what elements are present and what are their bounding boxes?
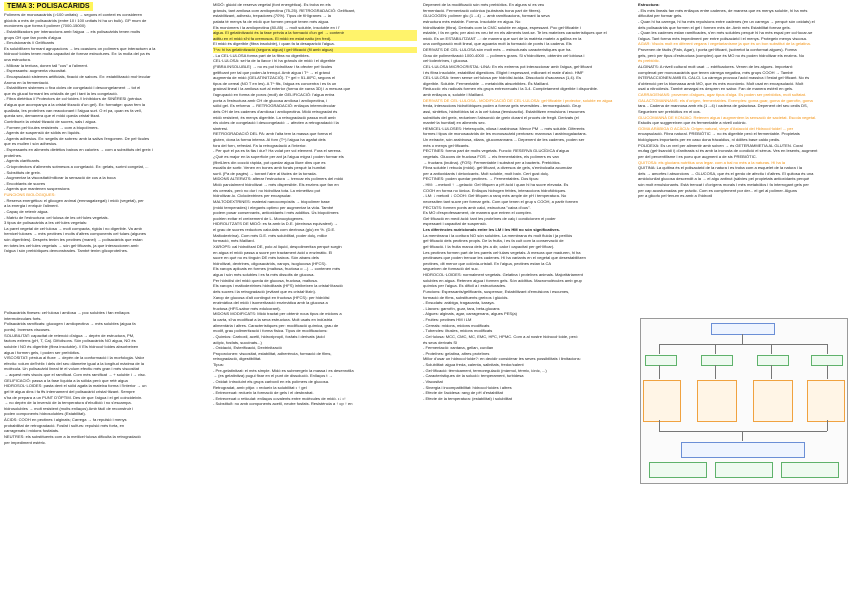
text-line: tara. - Cadena de mannosa amb els (1→4) i cadena de galactosa. Depenent del seu cedis DS, (638, 103, 808, 109)
diagram-connector (659, 344, 827, 345)
text-line: RETROGRADACIÓ DEL PA: amb l'alta tem la massa que forma el (213, 131, 333, 137)
text-line: formes i tipus de monosacàrids de les monosacàrid pentoses: mannosa i arabinogalactans. (423, 131, 587, 137)
text-line: MALTODEXTRINES: material nanocompòsits → biopolímer base (213, 198, 330, 204)
text-line: i és fibra insoluble, estabilitat digestions. Eligint i espessant, millorant el mate d'aixó. HMF (423, 69, 584, 75)
text-line: la carta, s'ha modificat a la seva estructura. Molt usats en indústria (213, 317, 333, 322)
text-line: - Capaç de retenir aigua. (4, 209, 206, 215)
text-line: gluten, dona la forma interna. Al forn (T^) l'aigua ha agafat dels (213, 137, 326, 142)
text-line: formació, més Maillard. (213, 238, 255, 244)
text-line: retrogradació, digestibilitat. (213, 356, 262, 362)
text-line: GLUCOMANNÀ DE KONJAC: Retenen aigua i augmentem la sensació de sacietat. Escola vegetal. (638, 114, 817, 120)
text-line: una estructura. (4, 57, 31, 62)
text-line: Els xarops i maltodextrines hidrolitzats (HFS) inhibeixen la cristal·lització (213, 283, 343, 289)
text-line: - HM: →metoxil ↑ →gelació: Gel·lifiquen a pH àcid i quan hi ha sucre elevada. Es (423, 182, 633, 188)
text-line: MIDONS MODIFICATS: Midó tractat per obtenir nous tipus de midons a (213, 311, 342, 317)
text-line: freda, interaccions hidrofòbiques poden a formar gels reversibles - termoregulació. Grup (423, 103, 581, 109)
text-line: Grau de polimerització 1000-4000 → polímers grans. Si s'hidrolitzen, obtenim cel·lobiosa i (423, 52, 585, 58)
text-line: GELIFICACIÓ: passa a la fase líquida a la sòlida però que retè aigua (4, 377, 128, 383)
text-line: - Algues: alginats, agar, carragenans, algues PES(a) (423, 311, 633, 317)
text-line: modif, grau polimerització i forma física. Tipus de modificacions: (213, 328, 328, 334)
text-line: Els monòmers i la amilopectina (80-85) → molt soluble, insoluble en i l' (213, 24, 340, 30)
text-line: - Químics: Carboxil, acetil, hidroxipropil, fosfats i derivats (àcid (213, 334, 417, 340)
text-line: Estudis que suggereixen que és fermentable a nivell colònic. (638, 120, 747, 126)
text-line: INTERACCIONEN AMB EL CALCI. La càrrega provoca l'acid massiva i l'estat gel·lificant. No és (638, 75, 810, 81)
column-4-lower (638, 487, 845, 597)
text-line: per cap acostumadas per pràctic. Com es complement por der... el gel al polímer. Alguns (638, 187, 798, 193)
text-line: → fructans (inulina). (FOS): Fermentable i substrat per a bacteris. Prebiòtics. (423, 159, 561, 165)
diagram-connector (659, 344, 660, 354)
text-line: d'obtenció per la biomassa amb MO, que és més econòmic. Molt usat en encapsulació. Molt (638, 80, 804, 86)
text-line: fora del forn, refredat. Fa la retrogradació a l'interior. (213, 142, 307, 148)
text-line: - Matriu de l'estructura: cel·lulosa de les cèl·lules vegetals. (4, 215, 206, 221)
text-line: PECTINES: forma part de molts vegetals. Funció: RESERVA GLUCÍDICA d'aigua (423, 148, 569, 154)
text-line: Proporcionen: viscositat, estabilitat, adherència, formació de films, (213, 350, 332, 356)
text-line: Fibra soluble i rebuda (midó). gel·lificant, a diversos de gels, s'embolcalla acumular (423, 165, 573, 171)
text-line: DERIVATS DE CEL·LULOSA són molt més ... estructurals característiques que ha. (423, 47, 572, 52)
text-line: químics per l'aigua. Es difícil a i estructurades. (423, 283, 507, 289)
text-line: assi, sintètics, hidrofòbics tal a la cel·lulosa (tensioactiu). Estabilitzen emulsions i escumes (423, 108, 585, 114)
polysaccharide-diagram (640, 318, 848, 484)
text-line: estructura més estable. Forma. Insoluble en aigua. No (423, 18, 521, 24)
text-line: PECTINES: poden quedar pectines. → Fermentables. Dos tipus: (423, 176, 540, 182)
text-line: CARRAGENANS: provenen d'algues, agar tipus d'alga. Es poden ser prebiòtics, molt sulfatat. (638, 92, 807, 97)
column-2 (213, 2, 417, 597)
text-line: l'aigua i són prebiòtiques demonstrades. També tenim glicoproteïnes. (4, 248, 128, 254)
text-line: ALGINATS: A nivell cultural molt usat → edrificadores. Venen de les algues. Important: (638, 63, 793, 69)
column-4-lines (638, 2, 845, 340)
diagram-connector (715, 344, 716, 354)
text-line: 3 tipus de polisacàrids a les cèl·lules vegetals: (4, 220, 88, 226)
text-line: en aigua el midó passa a sucre per tractament àcid o enzimàtic. El (213, 249, 333, 255)
text-line: - Els més lineals fan més enllaços entre cadenes, de manera que es menys soluble, hi ha més (638, 7, 808, 13)
text-line: alimentària i altres. Característiques per: modificació química, grau de (213, 322, 339, 328)
text-line: - Espessants en aliments dietètics baixos en calories → com a substituts del greix i (4, 147, 206, 153)
text-line: La membrana i la coritura NO són solubles. La membrana és molt fluida i ja perillós (423, 232, 573, 238)
text-line: - Oxidat: introduint els grups carboxil en els polímers de glucosa. (213, 379, 417, 385)
text-line: Un extracte, són arabinosa, xilans, glucomannans ... Depenent de les cadenes, poden ser (423, 137, 585, 142)
text-line: amido/unilat glucosa descendit a la → el algu antinut (sàlvies pel propietats antioxidants perquè (638, 176, 810, 182)
text-line: complexat per monosacàrids que tenen càrrega negativa, més grups COOH → També (638, 69, 793, 75)
text-line: - Llavors: garrofín, guar, tara, beta-glucans (423, 306, 633, 312)
text-line: fructosa (HFS-sabor més edulcorant). (213, 305, 281, 311)
text-line: vegetals. Glucons de fructosa FOS → els fermentables, els polímers es van (423, 153, 559, 159)
text-line: per a antioxidants i detoxicants. Molt soluble, molt baix. Cert gust dolç. (423, 170, 550, 176)
text-line: el grau de sucres reductors calculats com dextrosa (glu) en %. (D.E. (213, 227, 336, 232)
text-line: - Agents clarificants. (4, 158, 206, 164)
text-line: GOMA ARÀBIGA O ACÀCIA: Origen natural, vinye d'Astaccid del Hidrocol·loide! ... per (638, 125, 794, 131)
text-line: FUNCIONS BIOLÒGIQUES: (4, 192, 56, 197)
text-line: aigua. El gelatinització és la fase prèvia a la formació d'un gel → contenir (213, 30, 417, 36)
diagram-node (643, 380, 681, 422)
text-line: (FIBRA INSOLUBLE) → no es pot hidrolitzar i fa ofecter pel·lícules (213, 63, 333, 69)
text-line: formació de films, substituents greixos i glúcids. (423, 294, 509, 300)
text-line: - Encoblants de sucres (4, 181, 206, 187)
text-line: intermoleculars forts. (4, 315, 42, 321)
text-line: glúcids a més de polisacàrids (entre 10 i 100 unitats hi ha un bulk). GP mum de (4, 17, 147, 23)
text-line: Aroma en la fermentació. (4, 79, 50, 85)
column-3 (423, 2, 633, 597)
text-line: biològiques importants per en caso dona fràcaldius, ni dòlites base caldo pedis. (638, 137, 781, 142)
text-line: - Gel·lificació: tèrmicament, termoregulació (màrmol, tèrmic, iònic, ...) (423, 368, 633, 374)
text-line: sòlid gel. Es reforma → RETROGRADACIÓ: enllaços intermolecular (213, 103, 336, 109)
text-line: - Fruites: pectines HM i LM (423, 317, 633, 323)
text-line: SOLUBILITAT: capacitat de retenció d'aigua → depèn de estructura, PM, (4, 332, 135, 338)
text-line: hemicel·luloses → més pectines i molts d'altres components cel·lulars (algunes (4, 231, 147, 237)
text-line: XAROPS: cal hidrolitzat DE, polo al líquid, despolimeritza perquè surgin (213, 243, 342, 249)
text-line: a la energia i enriquir l'aliment. (4, 203, 59, 209)
text-line: ÀCIDS: COOH en pectines i alginats; Carrega → fa repulsió i menys (4, 417, 127, 422)
diagram-connector (771, 365, 772, 379)
diagram-node (711, 323, 775, 335)
diagram-node (697, 380, 737, 422)
text-line: Depenent de la modificació són més prebiòtics. En alguns sí es veu (423, 2, 545, 7)
text-line: MIDÓ: glúcid de reserva vegetal (font energètica). Es troba en els (213, 2, 331, 7)
text-line: - Agents adhesius. Ex: segells de sobres: amb la saliva l'engomen. De pel·lícules (4, 136, 206, 142)
text-line: Es MO d'esprofessament, de manera que entren el complex. (423, 210, 532, 216)
text-line: Les pectines formen part de les parets cel·lulars vegetals. A mesura que maduren, hi ha (423, 249, 581, 255)
text-line: - Estabilitzen sistemes o fixa cicles de congelació i descongelament → tot el (4, 85, 206, 91)
text-line: grànuls, tant amilosa com amilopectina (75-25). RETROGRADACIÓ: Gelificant, (213, 7, 356, 13)
text-line: augmenta de midó (GELATINITZACIÓ). T^ gel ≈ 51-80ºC, segons el (213, 75, 336, 81)
text-line: encapsulació. Fibra natural. PREBIÒTIC → no és digerible però el fermentable. Propietats (638, 131, 800, 137)
text-line: - Reserva energètica: el glicogen animal (emmagatzegat) i midó (vegetal), per (4, 198, 206, 204)
text-line: més o menys gel·lificants. (423, 142, 470, 148)
text-line: una configuració molt lineal, que aguanta molt la formació de ponts i la cadena. Els (423, 41, 572, 47)
text-line: DERIVATS DE CEL·LULOSA - MODIFICACIÓ DE CEL·LULOSA: gel·lificable i protector, soluble en aigua (423, 97, 613, 103)
text-line: Els xarops aplicats en formes (maltosa, fructosa o ...) → contenen més (213, 266, 341, 272)
text-line: El midó és digerible (fibra insoluble), i quan fa la desaparició l'aigua. (213, 41, 335, 47)
text-line: Polímers de monosacàrids (>100 unitats) → segons el context es consideren (4, 12, 143, 17)
text-line: CEL·LULOSA MICROCRISTAL·LINA: En els extrems pot interaccionar amb l'aigua, gel·lificant (423, 63, 592, 69)
text-line: - Agents que mantenen suspensions (4, 186, 206, 192)
text-line: - LM: ↓ metoxil ↓ COOH: Gel·lifiquen a ranq més ample de pH i temperatura. No (423, 193, 633, 199)
text-line: CEL·LULOSA: sel·la de la llavor i hi ha grànuls de midó i el digerible (213, 58, 336, 64)
text-line: Gel·lificació en medi àcid: tant les proteïnes de calç i condicionen el poder (423, 215, 556, 221)
text-line: MIDONS ALTERATS: alterar l'estructura → trencar els polímers del midó (213, 176, 344, 182)
diagram-connector (659, 420, 660, 431)
text-line: sinèresi. (213, 125, 229, 131)
text-line: dels OH de les cadenes d'amilosa i amilopectina. Midó retrogradat és (213, 108, 338, 114)
text-line: probabilitat de retrogradació. Fosfat i sulfurs: repulsió més forta, en (4, 422, 125, 428)
diagram-connector (827, 420, 828, 431)
diagram-connector (659, 365, 660, 379)
text-line: gels, peró per tipus d'estructura (complex) que és MO no és poden hidrolitzar els enzims. No (638, 52, 805, 58)
text-line: CEL·LULOSA: tenen sense cel·lulosa per hidròlisi àcida. Dissolució d'sacarosa (1,4). Es (423, 75, 582, 81)
text-line: podrien evitar el creixement de L. Monocytogenes. (213, 215, 304, 221)
text-line: Contribueix la cristal·lització de sucres, sals i aigua. (4, 118, 97, 124)
text-line: - Quan les cadenes estan ramificades, s'en més solubles perquè hi ha més espai per col·locar-se (638, 30, 813, 36)
text-line: mantel·la humitat) en aliments sec. (423, 120, 486, 126)
text-line: grups OH que fan ponts d'aigua (4, 34, 62, 40)
text-line: GALACTOMANNANS: els d'origen, fermentables. Exemples: goma guar, goma de garrofín, goma (638, 97, 813, 103)
text-line: - Fibra dietètica // Protectors de col·loides // Inhibidors de SINÈRESI (pèrdua (4, 96, 206, 102)
text-line: - Exsudats: aràbiga, tragacanta, karaya. (423, 300, 633, 306)
text-line: - Solubilitat: aigua freda, calenta, salinitats, fredor/calent (423, 362, 633, 368)
text-line: s'ha de prepara a un PUNT D'ÒPTIM. Des de que l'aigua i el gel coincideixin. (4, 394, 143, 400)
text-line: midó. Es un ESTABILITZANT ...: de manera que surt de la matèria mateix a gallina en la (423, 35, 582, 41)
text-line: dels → amorfes i absorcions → GLUCOSA, que és el gerdo de afectiu i d'altres. El quitosa és una (638, 170, 814, 176)
diagram-node (645, 355, 677, 366)
text-line: d'aigua que acompanya a la cristal·lització d'un gel). Ex: formatge: quan fem la (4, 102, 146, 107)
text-line: per impediment estèric. (4, 439, 47, 445)
text-line: gel té aigua dins i fa ffs internament del polisacàrid cristal·litzant. Sempre (4, 388, 135, 394)
text-line: monòmers que forma il polímer (7000-15000) (4, 23, 86, 29)
text-line: substituts del greix, redueixen l'absorció de greix durant el procés de fregit. Derivats (el (423, 114, 579, 120)
text-line: - Fermentació: xantana, gellan, curdlan (423, 345, 633, 351)
text-line: Es solubilitzen formant agrupacions → les ocasions on polímers que interactuen a la (4, 45, 156, 51)
text-line: POLIDEXA: Es un vrel per alimentir amb solven → és GETERAMMETIA AL GLUTEN. Coral (638, 142, 803, 148)
text-line: VISCOSITAT: pèrdua al fluxe → depèn de la conformació i la morfologia. Valor (4, 355, 145, 361)
text-line: COOH en forma no iònica. Enllaços hidrogen febles, interaccions hidrofòbiques. (423, 187, 567, 193)
text-line: Retrogradat, amb pitjor. • redueix la solubilitat • ↑ gel (213, 384, 307, 390)
text-line: QUITINA: La quitina és el polisacàrid de la natura i es troba com a esquelet de la natura i la (638, 165, 802, 171)
text-line: - Augmentar la viscositat//millorar la sensació de cos a la boca (4, 175, 206, 181)
text-line: NEUTRES: els substituents com a la metilcel·lulosa dificulta la retrogradació (4, 433, 141, 439)
text-line: PECTATS: formen ponts amb calci, estructura "caixa d'ous". (423, 204, 531, 210)
text-line: ¿Què es major en la superfície per ant ja l'aigua migra i poden formar els (213, 153, 344, 159)
text-line: podem posar conservants, antioxidants i més additius. Ús biopolímers (213, 210, 339, 216)
text-line: Funcions: Espessants/gelificants, suspensor, Estabilitzant d'emulsions i escumes, (423, 288, 570, 294)
text-line: digerible. Soluble. Fermentable → metabòlits absorbibles. És Maillard. (423, 80, 549, 86)
text-line: que és glucal formant les cristalls de gel i tant la les congelació. (4, 90, 118, 96)
text-line: en totes les cel·lules vegetals → són gel·lificants, ja que interaccionen amb (4, 242, 139, 248)
text-line: AGAR: Viscós molt en diferent vegans i vegetarianisme ja que és un bon substitut de la gelatina. (638, 41, 811, 47)
text-line: HIDROSOL·LOIDES: pasta dent el sòlid agafa la mateixa forma i l'interior → un (4, 383, 147, 389)
diagram-node (649, 462, 707, 478)
text-line: - Viscositat (423, 379, 633, 385)
diagram-connector (742, 334, 743, 344)
text-line: - Formen pel·lícules resistents → com a biopolímers. (4, 125, 206, 131)
text-line: QUITOSA: els glucians nutritius una legar. com a bal no més a la naturas. Hi ha la (638, 159, 786, 165)
text-line: dels sucres i la retrogradació (evitant que es cristal·litzin). (213, 288, 317, 294)
text-line: midó resistent, és menys digerible. La retrogradació passa molt amb (213, 114, 336, 120)
page-title: TEMA 3: POLISACÀRIDS (4, 2, 93, 11)
text-line: estable, i fa en gels; per això es veu bé en els aliments tant-se. Te les mateixes característiques que el (423, 30, 607, 36)
text-line: cel·lodextrines, i glucosa. (423, 58, 469, 64)
text-line: tipus de cereal (NO T en les). A T^ fils, l'aigua es concentra i es fa un (213, 80, 337, 86)
column-2-lines (213, 2, 417, 407)
text-line: hidrosolubles → molt resistent (molts enllaços) Amb fàcil de reconstruir i (4, 405, 134, 411)
text-line: els cereals, però no dur i no hidrolitza tota. La mimetitzo pot (213, 187, 321, 193)
text-line: factors externs (pH, T, Ca). Difícilsons. Són polisacàrids NO aigua, NO és (4, 338, 136, 344)
text-line: necessiten tant sucre per formar gels. Com que tenen el grup s COOH, a partir formen (423, 198, 578, 204)
text-line: l'aigua. Tant forma més impediment per entre polisacàrid i el menys. Protegeix menys viscosa. (638, 35, 807, 41)
text-line: - Espessants: augmenta viscositat. (4, 68, 206, 74)
text-line: → aquest més viscós que el ramificat. Com més ramificat → + soluble i → visc. (4, 372, 147, 377)
text-line: dels polisacàrids que formen el gel i formen més de. Amb més Estabilitat formar gels. (638, 24, 791, 30)
text-line: els cicles de congelació i descongelació → afecten a retrogradació i la (213, 120, 339, 126)
diagram-connector (827, 365, 828, 379)
text-line: - Pre-gelatinitzat: el més simple. Midó es submergeix la massa i es desenrotlla (213, 368, 417, 374)
text-line: hidrolitzat, dextrines, oligosacàrids, xarops, isoglucosa (HFCS). (213, 260, 327, 266)
text-line: soluble i NO és digerible (fibra insoluble). // Els hidrocol·loides absorbeixen (4, 343, 139, 349)
text-line: Midó parcialment hidrolitzat → més dispersible. Els enzims que fan en (213, 182, 339, 187)
text-line: escalfa de sortir. Venen en bones amb forats perquè la humitat (213, 165, 326, 171)
text-line: - Estabilitzadors per interaccions amb l'aigua → els polisacàrids tenen molts (4, 29, 206, 35)
text-line: - Entrecreuat: redueix la formació de gels i el desbrabat. (213, 390, 417, 396)
text-line: - Entrecreuat o reticulat: enllaços covalents entre molècules de midó. •↓ •↑ (213, 396, 417, 402)
text-line: GLUCOGEN: polímer glu (1→4) → amb ramificacions, formant la seva (423, 13, 550, 19)
text-line: hidrolitzar-lo. Ciclodextrines per encapsular. (213, 193, 292, 199)
text-line: - Millorar la textura, donen tall "cos" a l'aliment. (4, 63, 206, 69)
diagram-connector (827, 344, 828, 354)
text-line: solubles en aigua. Retenen aigua i formen gels. Són additius. Macromolècules amb grup (423, 277, 582, 283)
text-line: són molt emulsionants. Està trencat i d'orígens morals i més metabòlics i fa interrogant gels per (638, 182, 809, 187)
text-line: ponts). Inverses viscoses. (4, 327, 51, 332)
text-line: que es mullen i són adhesius. (4, 141, 58, 147)
text-line: Tipus: (213, 362, 224, 367)
text-line: gel·lificació. I la fruita marca dels (és a dir, calor i capacitat per gel·lificar). (423, 243, 555, 249)
text-line: Reducció: els radicals formen els grups entrecreuats i la 3-4. Completament digerible i disponible. (423, 86, 599, 92)
text-line: graònal lineal i la amilosa surt al exterior (forma de xarxa 3D) i a mesura que (213, 86, 351, 92)
text-line: espessant i capacitat de suspensió. (423, 221, 487, 227)
text-line: surti. (Pa de pagès) → torrant l'aire al fàcies de la torrada. (213, 170, 317, 176)
text-line: per a glicofo pel·lenum es amb a l'hidroxil (638, 193, 713, 199)
text-line: usat a nitroòlesis. També amargai es despren en sabor. Fan de manera estèril en gels. (638, 86, 794, 92)
diagram-node (757, 355, 789, 366)
text-line: amb enllaços α, soluble i Maillard. (423, 92, 484, 97)
text-line: - Emulsionants // Gelificants (4, 40, 206, 46)
text-line: - Oxidació, Esterificació, Dextrinització (213, 345, 417, 351)
text-line: - Proteïnes: gelatina, altres proteïnes (423, 351, 633, 357)
text-line: - Tubercles: iltusles, midons modificats (423, 328, 633, 334)
text-line: patata té menys fa de midó que formen perquè tenen més aigua. (213, 18, 330, 24)
diagram-node (715, 462, 773, 478)
text-line: aigua i són més solubles i es fa més dissolts de glucosa. (213, 272, 315, 277)
text-line: La paret vegetal de cel·lulosa → molt compacta, rígida i no digerible. Va amb (4, 225, 142, 231)
text-line: fermentació. Fermentació colònica (substrats bona part de fibres). (423, 7, 542, 13)
text-line: - Efecte de l'acidesa: rang de pH d'estabilitat (423, 390, 633, 396)
column-1-lines (4, 12, 206, 445)
text-line: és prebiòtic. (638, 58, 660, 64)
text-line: - Encapsulació sistemes artificials, fixació de sabors. Ex: estabilització mol·lecular (4, 74, 206, 80)
text-line: HIDROLITZATS DE MIDÓ: es fa amb la D.E. (dextrosa equivalent) → (213, 221, 338, 227)
diagram-node (681, 442, 805, 458)
text-line: HEMICEL·LULOSES: Heteropolis, xilosa i arabinosa: Menor PM → més soluble. Diferents (423, 125, 585, 131)
text-line: Maltodextrina). Com més D.E. més solubilitat, poder dolç, millor (213, 232, 328, 238)
diagram-node (807, 380, 845, 422)
text-line: → no depèn de la inversió de la temperatura d'ebullició i no s'escampa. (4, 400, 132, 406)
text-line: Les diferències nutricionals entre les LM i les HM no són significatives. (423, 227, 560, 232)
text-line: T^a: hi ha gelatinització (segons aigua) i gel·lificació (fil amb aigua) (213, 47, 417, 53)
text-line: (fibriLlers dín cocció ràpida, pot quedar aigua lliure dins que es (213, 159, 326, 165)
column-1 (4, 2, 206, 597)
text-line: porta a l'estructura amb CH de glucosa amilosa i amilopectina, i (213, 97, 328, 103)
text-line: l'agrupació en forma de poros (moll) de GELIFICACIÓ: l'aigua entra (213, 92, 335, 97)
text-line: pectinases que poden trencar les cadenes. Hi ha variants en el vegetal que desestabilitzen (423, 255, 586, 261)
text-line: Segueixen ser prebiòtics en el cos. (638, 108, 701, 114)
text-line: - Cel·lulosa: MCC, CMC, MC, EMC, HPC, HPMC. Com a al nostre hidrocol·loide, però (423, 334, 633, 340)
text-line: Per hidròlisi del midó queda de glucosa, fructosa, maltosa. (213, 277, 318, 283)
text-line: efectiu: volum del'hèlix i dels del seu diàmetre igual a la longitud màxima de la (4, 360, 145, 366)
text-line: → (es gelatinitza) pugui fixar en el punt de dissolució. Enllaços t → (213, 373, 333, 379)
text-line: pectines, dit menor que colònia-cristall. En l'aigua, pectines estan la CA (423, 260, 552, 266)
diagram-connector (742, 431, 743, 441)
text-line: - Per què el pa es fa fàs i dur? Ha volat per vol element. Fora el serena. (213, 148, 342, 154)
text-line: (midó temperades) i elegants optimo per augmentar la vida. També (213, 204, 334, 210)
diagram-connector (771, 344, 772, 354)
text-line: queda sec, demanera que el midó queda cristal·litzat. (4, 113, 101, 119)
text-line: dificultat per formar gels. (638, 13, 683, 19)
text-line: aditiu en el midó s'hi fa cremosos. El midó en estat natiu (en fred). (213, 36, 417, 42)
text-line: Millor d'usar un hidrocol·loide?: en decidir considerar les seves possibilitats i limitacions: (423, 356, 581, 362)
text-line: molècula. Un polisacàrid lineal té el volum efectiu més gran i més viscositat (4, 366, 139, 372)
text-line: és seus derivats SI (423, 339, 458, 345)
text-line: - Crioprotectors d'aliments sotmesos a congelació. Ex: gelats, surimi congelat, ... (4, 164, 206, 170)
text-line: - Substituït: no amb components acetil, neutre fosfats. Resistència a ↑ cp ↑ en (213, 401, 417, 407)
text-line: Polisacàrids ramificats: glucogen i amilopectina → més solubles (aigua fa (4, 321, 136, 327)
diagram-node (701, 355, 733, 366)
text-line: - Sinergia i incompatibilitat: hidrocol·loides i altres (423, 385, 633, 391)
text-line: hidrocol·loides tenen molta capacitat de formar estructures. Ex: la molla del pa és (4, 51, 150, 57)
text-line: Estructura: (638, 2, 660, 7)
text-line: per del percentilisme i es poeu que augment a de sis PREBIÒTIC. (638, 153, 757, 159)
column-3-lines (423, 2, 633, 401)
text-line: gelificant per tal que poden-la trenqui. Amb aigua i T^ → el grànul (213, 69, 331, 75)
text-line: aigua i formen gels, i poden ser prebiòtics. (4, 349, 81, 355)
text-line: hidrolitzable (fibra). Derivats com la CMC soluble en aigua, espessant. Poc gel·lificable i (423, 24, 581, 30)
text-line: Polisacàrids fixeses: cel·lulosa i amilosa → poc solubles i fan enllaços (4, 310, 130, 316)
text-line: - Substituts de greix. (4, 170, 206, 176)
text-line: - Quan hi ha carrega, hi ha més repulsions entre cadenes (en un carrega → perquè són oxidats) el (638, 18, 815, 24)
text-line: gel·lificació dels pectines propis. De la fruita, i es fa cuit com la conservació de (423, 238, 564, 244)
text-line: quallada, les proteïnes van reaccionant i l'aigua surt. O el pa, quan es fa vell, (4, 107, 142, 113)
diagram-connector (659, 431, 827, 432)
text-line: poden components hidrosolubles (Estabilitat). (4, 411, 86, 417)
text-line: mufag (gel·lisarcidi i) d'anitrasis si és amb la incrosta de condició el sèrrus. Ves en lesents, augment (638, 148, 818, 154)
diagram-node (753, 380, 793, 422)
text-line: - Efecte de la temperatura: (estabilitat) i solubilitat (423, 396, 633, 402)
text-line: enzimàtica del midó i isomerització enzimàtica amb la glucosa a (213, 300, 328, 306)
text-line: segueixen de formació del suc. (423, 266, 479, 272)
text-line: estabilitzant, adhesiu, trepadores (70%). Tipus de fil·ligranes → la (213, 13, 331, 19)
text-line: Xarop de glucosa d'alt contingut en fructosa (HFCS): per hidròlisi (213, 294, 330, 300)
text-line: - Agents de suspensió de sòlids en líquids. (4, 130, 206, 136)
text-line: proteïnes. (4, 152, 22, 158)
text-line: - Característiques de la solució: temperament, turbidesa (423, 373, 633, 379)
text-line: - La CEL·LULOSA forma part de la fibra no digeribles. (213, 52, 310, 58)
text-line: carragenats i midons fosfatats. (4, 428, 60, 434)
text-line: - Cereals: midons, midons modificats (423, 323, 633, 329)
text-line: HIDROCOL·LOIDES: normalment vegetals. Gelatina i proteïnes animals. Majoritàriament (423, 272, 583, 277)
text-line: adípic, fosfats, succinats...) (213, 339, 262, 345)
text-line: sucre en què no es tinguin DE més baixos. Són abans dels (213, 255, 319, 261)
text-line: són digeribles). Després tenim les pectines (manel) → polisacàrids que estan (4, 237, 143, 242)
text-line: Provenen de fàcils (Pain, Agar), i porta gel·lificant, (sobretot la conformat algues). Forma (638, 47, 797, 52)
diagram-connector (715, 365, 716, 379)
diagram-node (781, 462, 839, 478)
